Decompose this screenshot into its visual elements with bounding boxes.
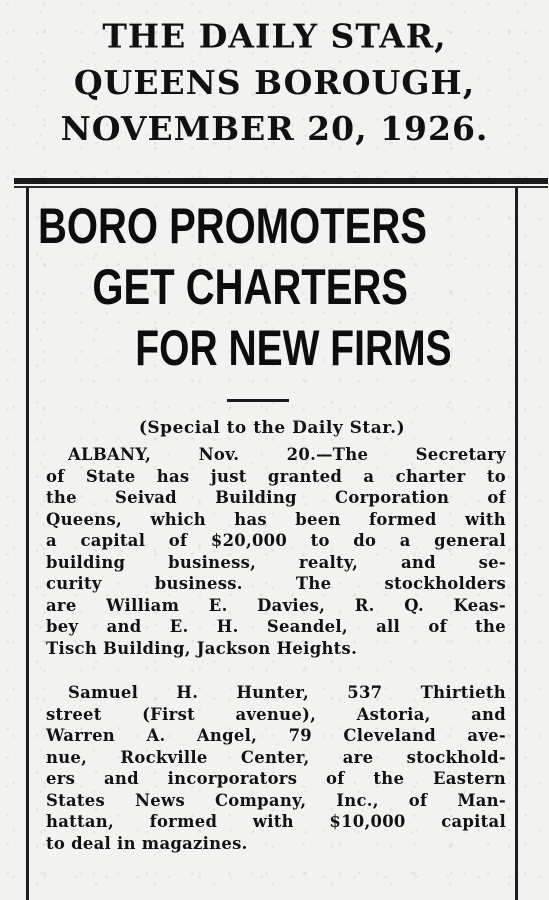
paragraph-line: ers and incorporators of the Eastern	[46, 769, 506, 788]
masthead-line-3: NOVEMBER 20, 1926.	[60, 109, 489, 148]
paragraph-line: Warren A. Angel, 79 Cleveland ave-	[46, 726, 506, 745]
article-paragraph-2	[46, 682, 506, 854]
paragraph-line: nue, Rockville Center, are stockhold-	[46, 747, 506, 767]
column-left-rule	[26, 188, 29, 900]
paragraph-line: are William E. Davies, R. Q. Keas-	[46, 595, 506, 615]
headline-line-2: GET CHARTERS	[92, 259, 408, 315]
paragraph-line: to deal in magazines.	[46, 833, 248, 853]
paragraph-line: the Seivad Building Corporation of	[46, 488, 506, 507]
article-paragraph-1	[46, 444, 506, 659]
paragraph-line: curity business. The stockholders	[46, 574, 506, 593]
masthead-line-1: THE DAILY STAR,	[102, 17, 447, 56]
paragraph-line: ALBANY, Nov. 20.—The Secretary	[68, 445, 506, 464]
headline-line-3: FOR NEW FIRMS	[135, 320, 452, 376]
paragraph-line: Queens, which has been formed with	[46, 509, 506, 529]
article-credit: (Special to the Daily Star.)	[138, 418, 406, 438]
column-top-rule	[14, 178, 548, 184]
masthead-dateline	[0, 13, 549, 151]
paragraph-line: of State has just granted a charter to	[46, 466, 506, 486]
masthead-line-2: QUEENS BOROUGH,	[73, 63, 476, 102]
paragraph-line: Tisch Building, Jackson Heights.	[46, 638, 358, 658]
paragraph-line: hattan, formed with $10,000 capital	[46, 812, 506, 831]
paragraph-line: bey and E. H. Seandel, all of the	[46, 617, 506, 636]
paragraph-line: States News Company, Inc., of Man-	[46, 790, 506, 810]
headline-divider	[227, 399, 289, 402]
headline-line-1: BORO PROMOTERS	[38, 198, 427, 254]
column-right-rule	[515, 188, 518, 900]
paragraph-line: building business, realty, and se-	[46, 552, 506, 572]
paragraph-line: Samuel H. Hunter, 537 Thirtieth	[68, 683, 506, 702]
paragraph-line: street (First avenue), Astoria, and	[46, 704, 506, 724]
paragraph-line: a capital of $20,000 to do a general	[46, 531, 506, 550]
article-headline	[30, 196, 514, 379]
